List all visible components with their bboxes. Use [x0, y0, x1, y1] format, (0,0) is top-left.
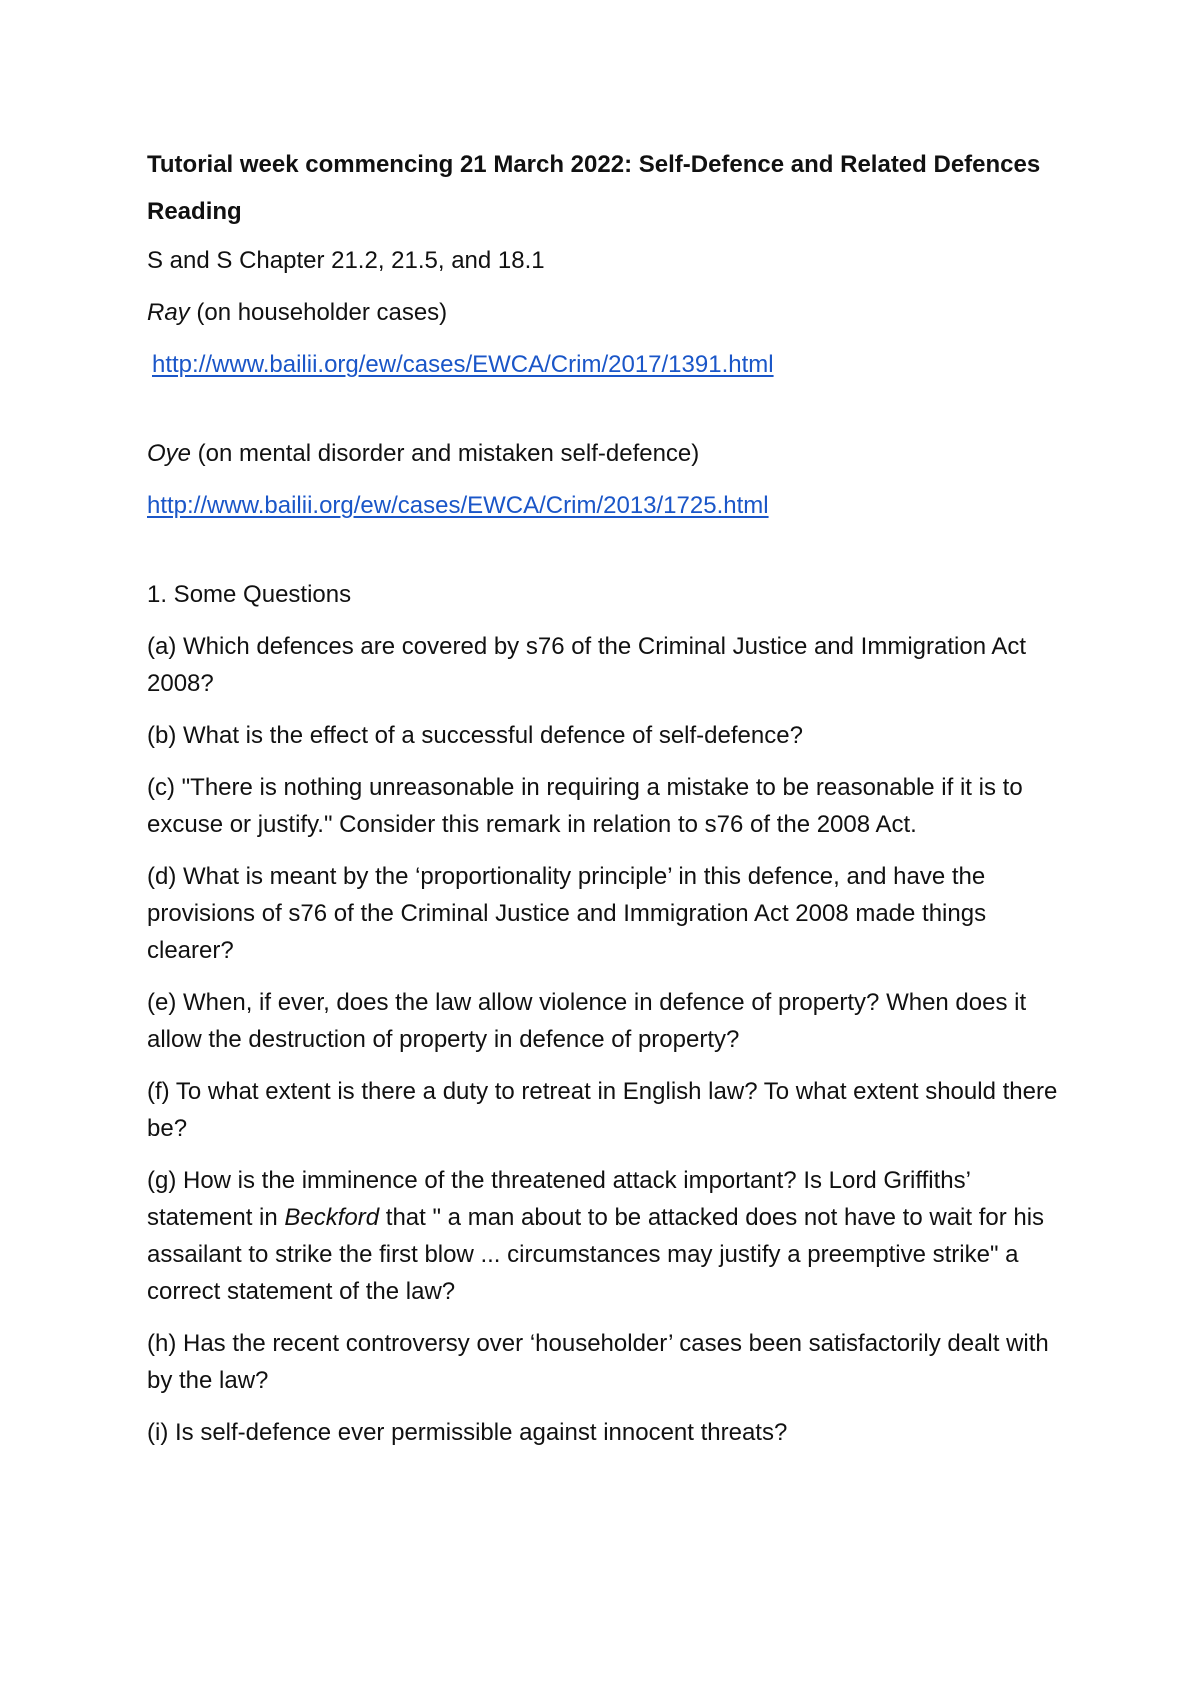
- question-i: (i) Is self-defence ever permissible against innocent threats?: [147, 1419, 788, 1446]
- question-f: (f) To what extent is there a duty to retreat in English law? To what extent should there be?: [147, 1078, 1058, 1142]
- oye-link-line: [147, 487, 1067, 524]
- oye-note: (on mental disorder and mistaken self-defence): [191, 440, 700, 467]
- spacer: [147, 539, 1067, 576]
- question-h: (h) Has the recent controversy over ‘householder’ cases been satisfactorily dealt with by the law?: [147, 1330, 1049, 1394]
- questions-heading: 1. Some Questions: [147, 581, 352, 608]
- oye-link[interactable]: http://www.bailii.org/ew/cases/EWCA/Crim/2013/1725.html: [147, 492, 769, 519]
- ray-link-line: [147, 346, 1067, 383]
- spacer: [147, 398, 1067, 435]
- reading-ray: [147, 294, 1067, 331]
- reading-oye: [147, 435, 1067, 472]
- question-b: (b) What is the effect of a successful defence of self-defence?: [147, 722, 803, 749]
- question-g: [147, 1162, 1067, 1310]
- case-name-oye: Oye: [147, 440, 192, 467]
- document-title: Tutorial week commencing 21 March 2022: Self-Defence and Related Defences: [147, 151, 1041, 178]
- question-c: (c) "There is nothing unreasonable in requiring a mistake to be reasonable if it is to excuse or justify." Consider this remark in relation to s76 of the 2008 Act.: [147, 774, 1023, 838]
- question-g-pre: (g) How is the imminence of the threatened attack important? Is Lord Griffiths’ statement in: [147, 1167, 971, 1231]
- reading-heading: Reading: [147, 198, 242, 225]
- ray-note: (on householder cases): [189, 299, 448, 326]
- question-g-post: that " a man about to be attacked does not have to wait for his assailant to strike the first blow ... circumstances may justify a preemptive strike" a correct statement of the law?: [147, 1204, 1045, 1305]
- document-page: [147, 146, 1067, 1466]
- question-d: (d) What is meant by the ‘proportionality principle’ in this defence, and have the provisions of s76 of the Criminal Justice and Immigration Act 2008 made things clearer?: [147, 863, 987, 964]
- ray-link[interactable]: http://www.bailii.org/ew/cases/EWCA/Crim/2017/1391.html: [152, 351, 774, 378]
- reading-chapter: S and S Chapter 21.2, 21.5, and 18.1: [147, 247, 545, 274]
- case-name-beckford: Beckford: [284, 1204, 380, 1231]
- question-a: (a) Which defences are covered by s76 of the Criminal Justice and Immigration Act 2008?: [147, 633, 1027, 697]
- question-e: (e) When, if ever, does the law allow violence in defence of property? When does it allow the destruction of property in defence of property?: [147, 989, 1027, 1053]
- case-name-ray: Ray: [147, 299, 190, 326]
